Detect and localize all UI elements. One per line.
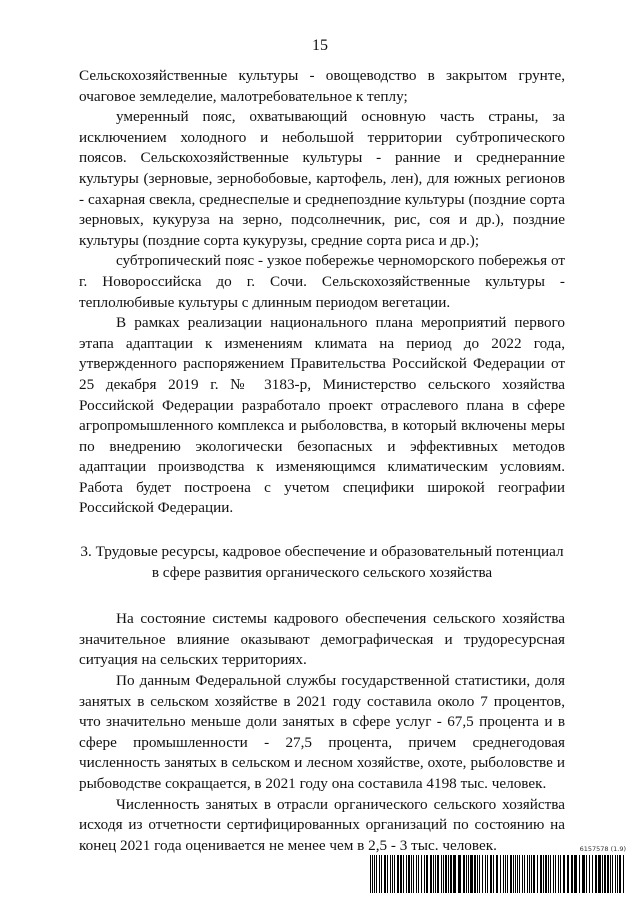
- document-id: 6157578 (1.9): [579, 845, 626, 853]
- section-heading-line: в сфере развития органического сельского хозяйства: [151, 563, 493, 581]
- paragraph: Численность занятых в отрасли органического сельского хозяйства исходя из отчетности сертифицированных организаций по состоянию на конец 2021 года оценивается не менее чем в 2,5 - 3 тыс. человек.: [79, 795, 565, 854]
- paragraph: субтропический пояс - узкое побережье черноморского побережья от г. Новороссийска до г. Сочи. Сельскохозяйственные культуры - теплолюбивые культуры с длинным периодом вегетации.: [79, 252, 565, 311]
- document-body: [79, 66, 565, 856]
- paragraph: Сельскохозяйственные культуры - овощеводство в закрытом грунте, очаговое земледелие, малотребовательное к теплу;: [79, 67, 565, 105]
- section-heading-line: 3. Трудовые ресурсы, кадровое обеспечение и образовательный потенциал: [80, 543, 564, 561]
- barcode-block: [370, 845, 626, 893]
- paragraph: В рамках реализации национального плана мероприятий первого этапа адаптации к изменениям климата на период до 2022 года, утвержденного распоряжением Правительства Российской Федерации от 25 декабря 2019 г. № 3183-р, Министерство сельского хозяйства Российской Федерации разработало проект отраслевого плана в сфере агропромышленного комплекса и рыболовства, в который включены меры по внедрению экологически безопасных и эффективных методов адаптации производства к изменяющимся климатическим условиям. Работа будет построена с учетом специфики широкой географии Российской Федерации.: [79, 314, 565, 517]
- paragraph: На состояние системы кадрового обеспечения сельского хозяйства значительное влияние оказывают демографическая и трудоресурсная ситуация на сельских территориях.: [79, 610, 565, 669]
- paragraph: умеренный пояс, охватывающий основную часть страны, за исключением холодного и небольшой территории субтропического поясов. Сельскохозяйственные культуры - ранние и среднеранние культуры (зерновые, зернобобовые, картофель, лен), для южных регионов - сахарная свекла, среднеспелые и среднепоздние культуры (поздние сорта зерновых, кукуруза на зерно, подсолнечник, рис, соя и др.), поздние культуры (поздние сорта кукурузы, средние сорта риса и др.);: [79, 108, 565, 249]
- paragraph: По данным Федеральной службы государственной статистики, доля занятых в сельском хозяйстве в 2021 году составила около 7 процентов, что значительно меньше доли занятых в сфере услуг - 67,5 процента и в сфере промышленности - 27,5 процента, причем среднегодовая численность занятых в сельском и лесном хозяйстве, охоте, рыболовстве и рыбоводстве сокращается, в 2021 году она составила 4198 тыс. человек.: [79, 672, 565, 792]
- barcode-icon: [370, 855, 626, 893]
- section-heading: [79, 542, 565, 583]
- page-number: 15: [312, 37, 328, 54]
